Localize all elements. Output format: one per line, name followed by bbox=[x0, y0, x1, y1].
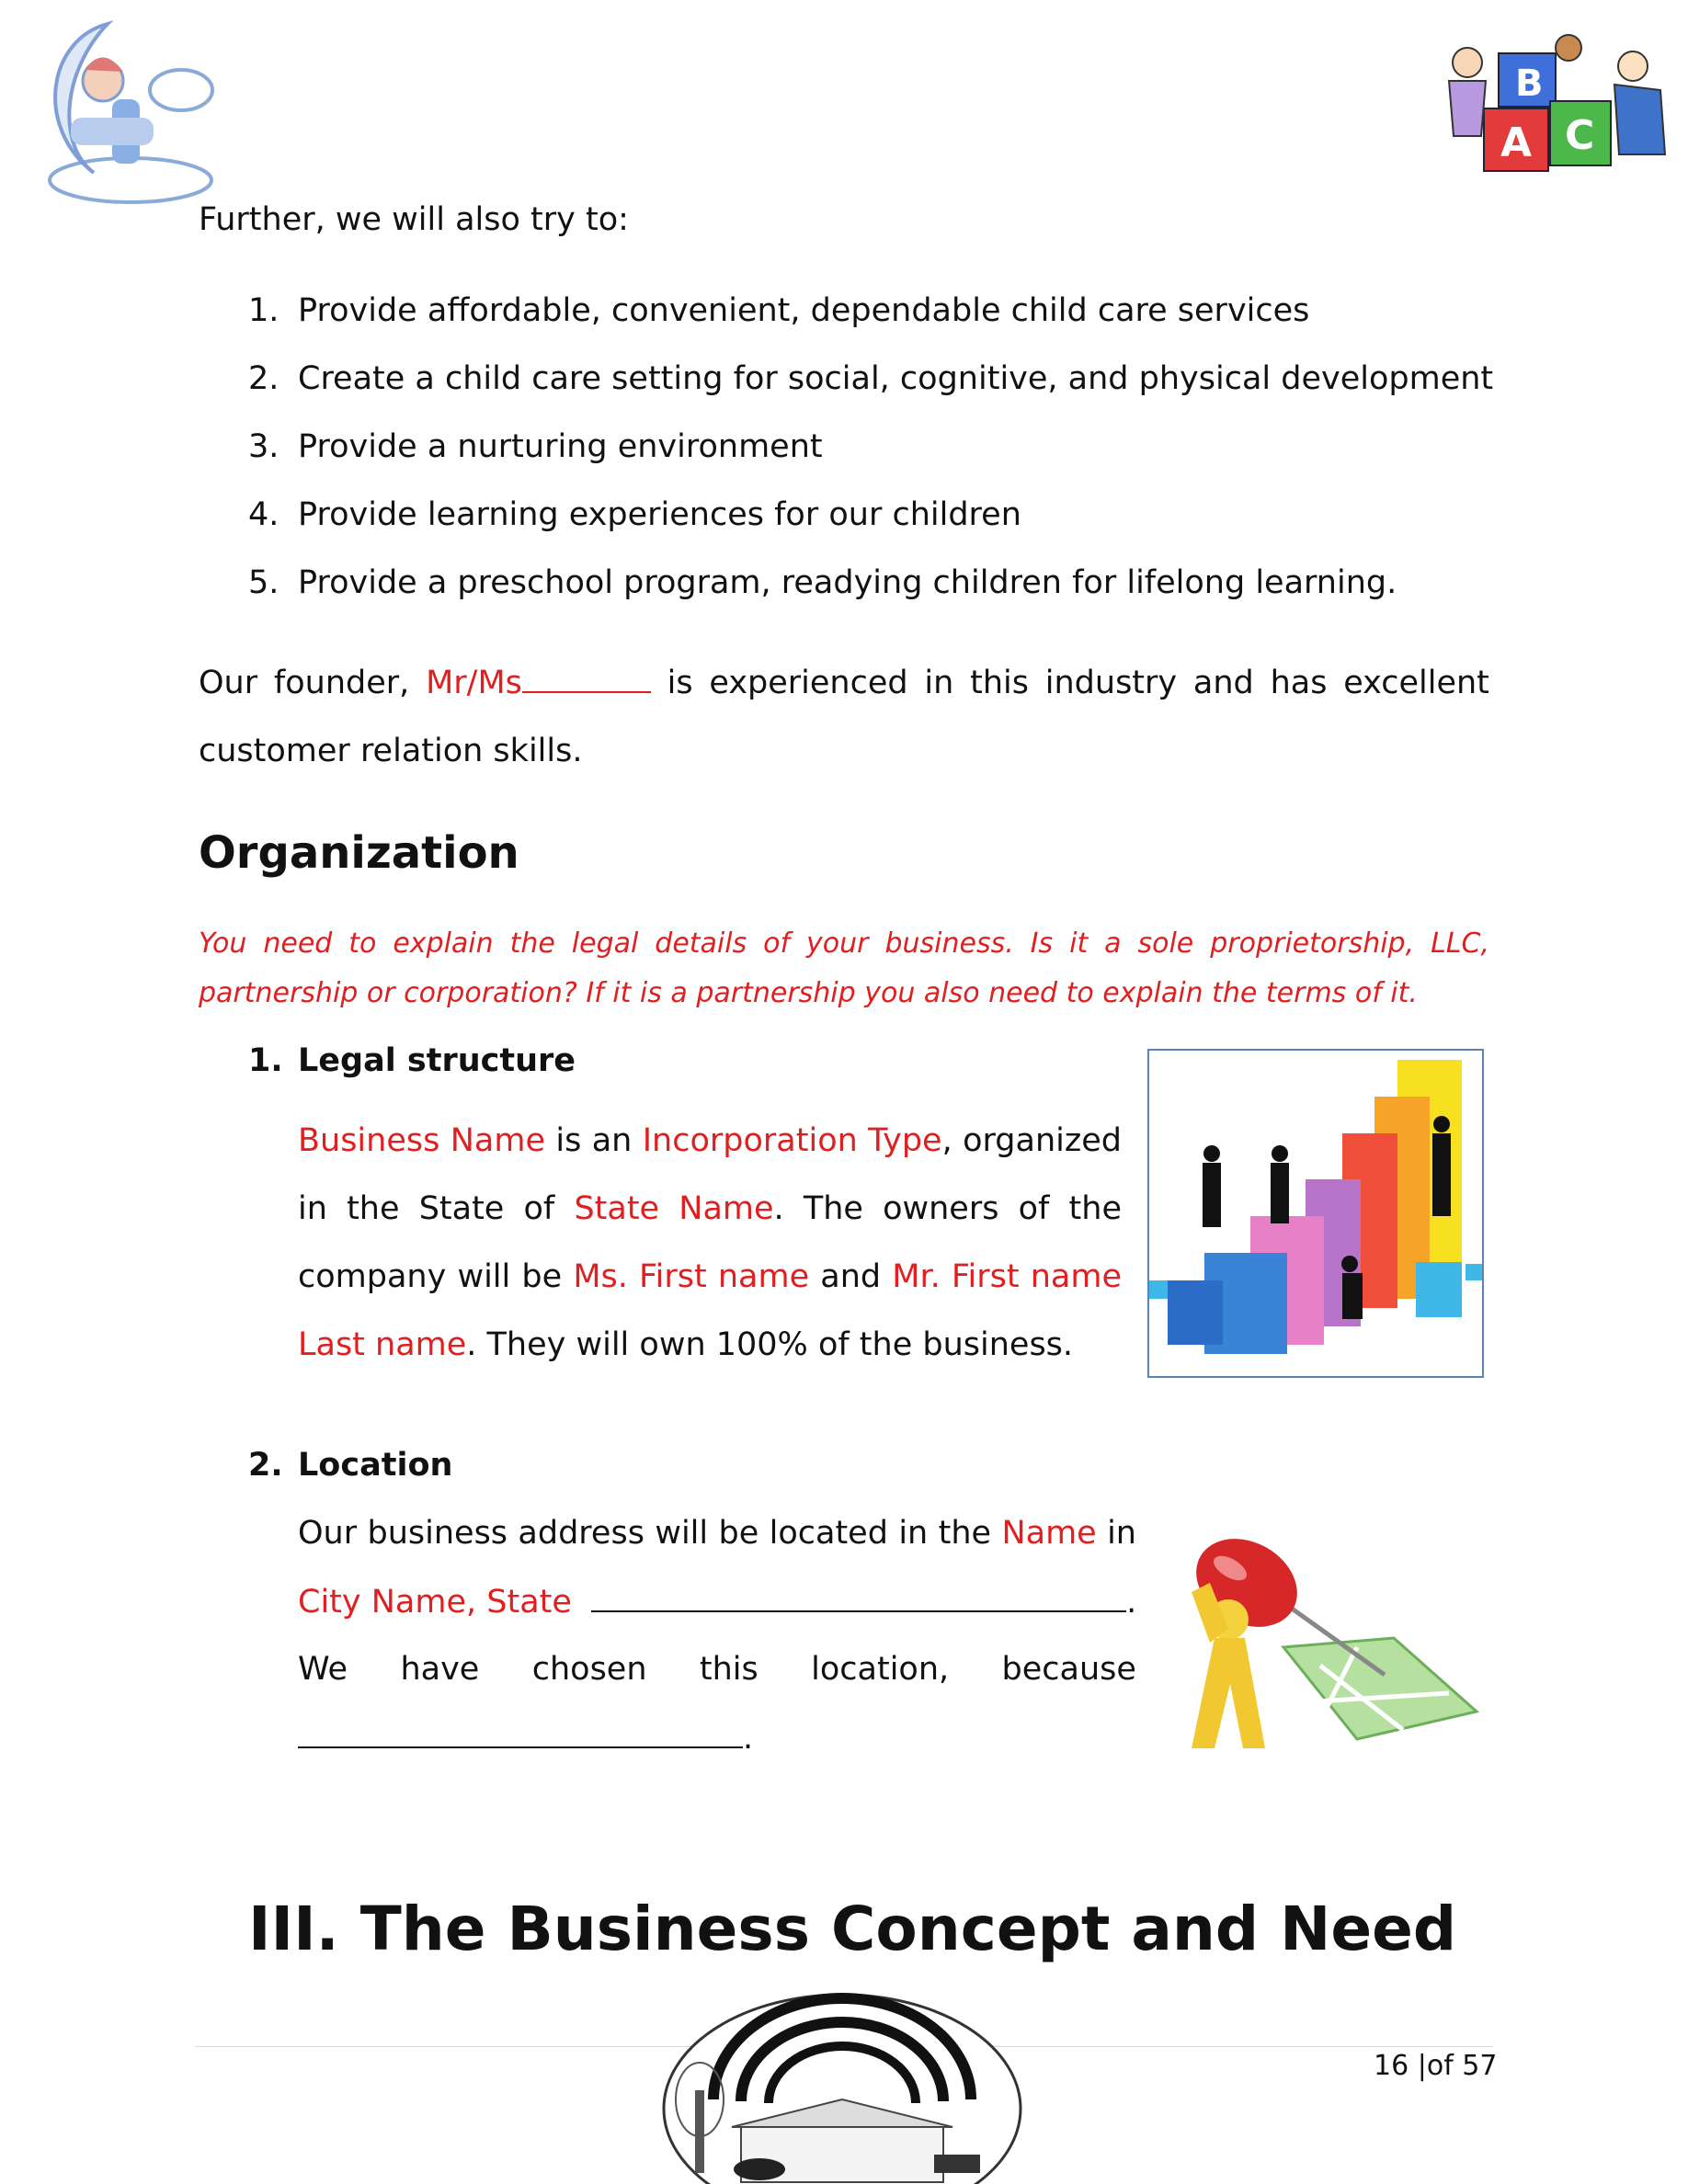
svg-text:C: C bbox=[1565, 112, 1595, 159]
sub-number: 1. bbox=[248, 1042, 283, 1079]
organization-heading: Organization bbox=[199, 827, 519, 879]
list-text: Provide learning experiences for our children bbox=[298, 496, 1021, 533]
abc-blocks-logo bbox=[1431, 26, 1679, 180]
svg-text:B: B bbox=[1515, 63, 1544, 105]
word: location, bbox=[811, 1651, 950, 1688]
page-total: of 57 bbox=[1426, 2050, 1498, 2082]
word: experienced bbox=[709, 665, 908, 701]
sub-title: Location bbox=[298, 1447, 453, 1484]
owner2-name-field[interactable]: Mr. First name Last name bbox=[298, 1258, 1122, 1363]
page-current: 16 bbox=[1374, 2050, 1409, 2082]
list-text: Provide a nurturing environment bbox=[298, 428, 823, 465]
address-blank[interactable] bbox=[591, 1583, 1126, 1612]
word: industry bbox=[1044, 665, 1178, 701]
legal-structure-text bbox=[298, 1107, 1122, 1379]
word: in bbox=[1107, 1515, 1136, 1552]
word: founder, bbox=[273, 665, 410, 701]
founder-paragraph-line2: customer relation skills. bbox=[199, 733, 583, 769]
state-name-field[interactable]: State Name bbox=[574, 1190, 774, 1227]
incorporation-type-field[interactable]: Incorporation Type bbox=[642, 1122, 942, 1159]
text-run: . They will own 100% of the business. bbox=[466, 1326, 1074, 1363]
reason-blank[interactable] bbox=[298, 1719, 743, 1748]
list-text: Provide affordable, convenient, dependable child care services bbox=[298, 292, 1310, 329]
location-line1 bbox=[298, 1515, 1136, 1552]
word: We bbox=[298, 1651, 348, 1688]
founder-name-placeholder: Mr/Ms bbox=[426, 665, 522, 701]
location-line4 bbox=[298, 1719, 753, 1757]
word: Our bbox=[199, 665, 258, 701]
daycare-building-logo bbox=[658, 1989, 1028, 2184]
word: this bbox=[699, 1651, 758, 1688]
word: Our bbox=[298, 1515, 358, 1552]
moon-baby-logo bbox=[20, 17, 217, 206]
business-name-field[interactable]: Business Name bbox=[298, 1122, 545, 1159]
location-line2 bbox=[298, 1583, 1136, 1621]
text-run: and bbox=[809, 1258, 893, 1295]
city-field[interactable]: City bbox=[298, 1584, 361, 1621]
text-run: , organized in the State of bbox=[298, 1122, 1122, 1227]
word: will bbox=[655, 1515, 709, 1552]
location-line3 bbox=[298, 1651, 1136, 1688]
word: have bbox=[400, 1651, 480, 1688]
list-number: 4. bbox=[248, 496, 279, 533]
list-text: Create a child care setting for social, cognitive, and physical development bbox=[298, 360, 1494, 397]
word: address bbox=[518, 1515, 644, 1552]
founder-name-field[interactable] bbox=[426, 664, 651, 702]
city-name-field[interactable]: Name, bbox=[371, 1584, 477, 1621]
list-number: 3. bbox=[248, 428, 279, 465]
period: . bbox=[743, 1720, 754, 1757]
sub-number: 2. bbox=[248, 1447, 283, 1484]
map-pin-image bbox=[1173, 1528, 1486, 1763]
word: excellent bbox=[1343, 665, 1489, 701]
word: be bbox=[718, 1515, 759, 1552]
text-run: . The owners of the company will be bbox=[298, 1190, 1122, 1295]
founder-paragraph-line1 bbox=[199, 664, 1489, 702]
period: . bbox=[1126, 1584, 1137, 1621]
business-team-image bbox=[1147, 1049, 1484, 1378]
word: in bbox=[898, 1515, 929, 1552]
svg-text:A: A bbox=[1500, 119, 1533, 166]
state-field[interactable]: State bbox=[486, 1584, 572, 1621]
intro-text: Further, we will also try to: bbox=[199, 201, 629, 238]
word: is bbox=[667, 665, 693, 701]
word: and bbox=[1192, 665, 1254, 701]
list-text: Provide a preschool program, readying children for lifelong learning. bbox=[298, 564, 1397, 601]
word: in bbox=[924, 665, 954, 701]
founder-name-blank bbox=[522, 664, 651, 693]
page-number bbox=[1374, 2050, 1497, 2082]
word: business bbox=[367, 1515, 508, 1552]
location-name-field[interactable]: Name bbox=[1001, 1515, 1097, 1552]
section-heading: III. The Business Concept and Need bbox=[248, 1894, 1457, 1964]
organization-instruction: You need to explain the legal details of your business. Is it a sole proprietorship, LLC, partnership or corporation? If it is a partnership you also need to explain the terms of it. bbox=[199, 927, 1489, 1009]
word: because bbox=[1001, 1651, 1136, 1688]
word: chosen bbox=[531, 1651, 647, 1688]
owner1-name-field[interactable]: Ms. First name bbox=[573, 1258, 810, 1295]
word: the bbox=[938, 1515, 992, 1552]
sub-title: Legal structure bbox=[298, 1042, 576, 1079]
list-number: 1. bbox=[248, 292, 279, 329]
staircase-blocks-illustration bbox=[1149, 1051, 1482, 1376]
text-run: is an bbox=[544, 1122, 643, 1159]
list-number: 2. bbox=[248, 360, 279, 397]
list-number: 5. bbox=[248, 564, 279, 601]
word: located bbox=[769, 1515, 888, 1552]
page-separator: | bbox=[1417, 2050, 1427, 2082]
word: this bbox=[970, 665, 1029, 701]
word: has bbox=[1270, 665, 1328, 701]
